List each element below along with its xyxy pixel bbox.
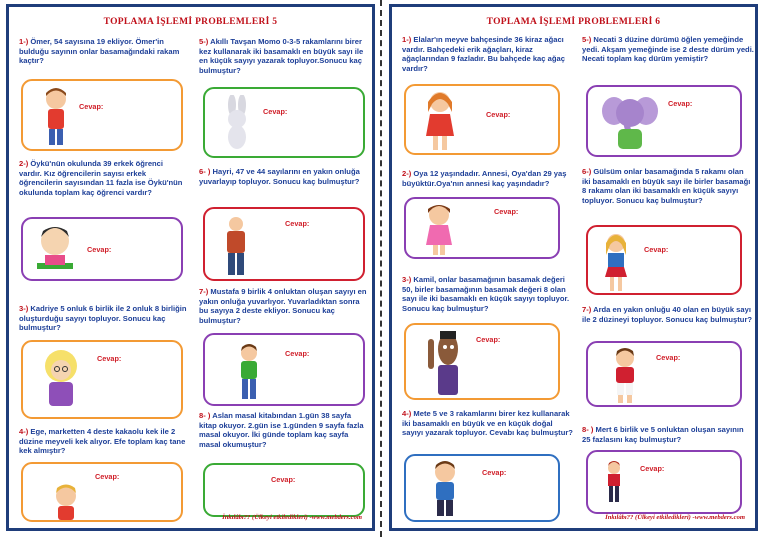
girl-figure-icon xyxy=(422,90,458,152)
answer-box-7[interactable] xyxy=(203,333,365,406)
boy-figure-icon xyxy=(610,347,640,405)
answer-box-1[interactable] xyxy=(21,79,183,151)
answer-label: Cevap: xyxy=(263,107,288,116)
question-3: 3-) Kadriye 5 onluk 6 birlik ile 2 onluk 8 birliğin oluşturduğu sayıyı topluyor. Sonucu kaç bulmuştur? xyxy=(19,304,187,333)
worksheet-5 xyxy=(6,4,375,531)
answer-label: Cevap: xyxy=(87,245,112,254)
girl-figure-icon xyxy=(422,203,456,257)
question-1: 1-) Elalar'ın meyve bahçesinde 36 kiraz ağacı vardır. Bahçedeki erik ağaçları, kiraz ağaçlarından 9 fazladır. Bu bahçede kaç ağaç vardır? xyxy=(402,35,565,73)
question-6: 6-) Gülsüm onlar basamağında 5 rakamı olan iki basamaklı en büyük sayı ile birler basamağı 8 rakamı olan iki basamaklı en küçük sayıyı topluyor. Sonucu kaç bulmuştur? xyxy=(582,167,751,205)
answer-label: Cevap: xyxy=(97,354,122,363)
girl-figure-icon xyxy=(600,231,632,293)
answer-box-2[interactable] xyxy=(404,197,560,259)
question-7: 7-) Arda en yakın onluğu 40 olan en büyük sayı ile 2 düzineyi topluyor. Sonucu kaç bulmuştur? xyxy=(582,305,753,324)
boy-figure-icon xyxy=(428,460,462,520)
footer-credit: İnkılâbı?? (Ülkeyi etkiledikleri) -www.mebders.com xyxy=(222,514,362,521)
question-2: 2-) Oya 12 yaşındadır. Annesi, Oya'dan 29 yaş büyüktür.Oya'nın annesi kaç yaşındadır? xyxy=(402,169,567,188)
answer-label: Cevap: xyxy=(486,110,511,119)
page-divider xyxy=(380,0,382,537)
question-8: 8- ) Mert 6 birlik ve 5 onluktan oluşan sayının 25 fazlasını kaç bulmuştur? xyxy=(582,425,744,444)
question-5: 5-) Akıllı Tavşan Momo 0-3-5 rakamlarını birer kez kullanarak iki basamaklı en büyük sayı ile en küçük sayıyı yazarak topluyor.Sonucu kaç bulmuştur? xyxy=(199,37,364,75)
footer-credit: İnkılâbı?? (Ülkeyi etkiledikleri) -www.mebders.com xyxy=(605,514,745,521)
answer-box-3[interactable] xyxy=(21,340,183,419)
question-4: 4-) Mete 5 ve 3 rakamlarını birer kez kullanarak iki basamaklı en büyük ve en küçük doğal sayıyı yazarak topluyor. Cevabı kaç bulmuştur? xyxy=(402,409,573,438)
answer-box-1[interactable] xyxy=(404,84,560,155)
answer-label: Cevap: xyxy=(271,475,296,484)
boy-figure-icon xyxy=(604,460,624,506)
answer-box-6[interactable] xyxy=(586,225,742,295)
elephant-figure-icon xyxy=(600,91,660,153)
answer-label: Cevap: xyxy=(95,472,120,481)
answer-box-4[interactable] xyxy=(404,454,560,522)
worksheet-6 xyxy=(389,4,758,531)
answer-label: Cevap: xyxy=(285,219,310,228)
boy-figure-icon xyxy=(235,343,263,403)
answer-box-5[interactable] xyxy=(586,85,742,157)
question-5: 5-) Necati 3 düzine dürümü öğlen yemeğinde yedi. Akşam yemeğinde ise 2 deste dürüm yedi. Necati toplam kaç dürüm yemiştir? xyxy=(582,35,754,64)
answer-box-7[interactable] xyxy=(586,341,742,407)
question-7: 7-) Mustafa 9 birlik 4 onluktan oluşan sayıyı en yakın onluğa yuvarlıyor. Yuvarladıktan sonra bu sayıya 2 deste ekliyor. Sonucu kaç bulmuştur? xyxy=(199,287,367,325)
question-3: 3-) Kamil, onlar basamağının basamak değeri 50, birler basamağının basamak değeri 8 olan sayı ile iki basamaklı en küçük sayıyı topluyor. Sonucu kaç bulmuştur? xyxy=(402,275,570,313)
man-figure-icon xyxy=(221,215,251,279)
answer-box-4[interactable] xyxy=(21,462,183,522)
answer-box-5[interactable] xyxy=(203,87,365,158)
answer-box-2[interactable] xyxy=(21,217,183,281)
question-6: 6- ) Hayri, 47 ve 44 sayılarını en yakın onluğa yuvarlayıp topluyor. Sonucu kaç bulmuştur? xyxy=(199,167,360,186)
answer-label: Cevap: xyxy=(494,207,519,216)
answer-label: Cevap: xyxy=(79,102,104,111)
girl-figure-icon xyxy=(33,223,77,279)
answer-label: Cevap: xyxy=(482,468,507,477)
answer-box-8[interactable] xyxy=(203,463,365,517)
worksheet-title: TOPLAMA İŞLEMİ PROBLEMLERİ 6 xyxy=(486,17,661,27)
answer-label: Cevap: xyxy=(640,464,665,473)
answer-label: Cevap: xyxy=(656,353,681,362)
man-figure-icon xyxy=(426,329,466,397)
answer-box-8[interactable] xyxy=(586,450,742,514)
answer-label: Cevap: xyxy=(476,335,501,344)
boy-figure-icon xyxy=(39,87,73,149)
answer-box-3[interactable] xyxy=(404,323,560,400)
old-woman-figure-icon xyxy=(37,346,85,414)
question-1: 1-) Ömer, 54 sayısına 19 ekliyor. Ömer'in bulduğu sayının onlar basamağındaki rakam kaçtır? xyxy=(19,37,180,66)
answer-label: Cevap: xyxy=(668,99,693,108)
answer-label: Cevap: xyxy=(644,245,669,254)
worksheet-title: TOPLAMA İŞLEMİ PROBLEMLERİ 5 xyxy=(103,17,278,27)
answer-label: Cevap: xyxy=(285,349,310,358)
question-2: 2-) Öykü'nün okulunda 39 erkek öğrenci vardır. Kız öğrencilerin sayısı erkek öğrencilerin sayısından 11 fazla ise Öykü'nün okulunda toplam kaç öğrenci vardır? xyxy=(19,159,183,197)
rabbit-figure-icon xyxy=(219,95,255,151)
question-8: 8- ) Aslan masal kitabından 1.gün 38 sayfa kitap okuyor. 2.gün ise 1.günden 9 sayfa fazla masal okuyor. İki günde toplam kaç sayfa masal okumuştur? xyxy=(199,411,364,449)
question-4: 4-) Ege, marketten 4 deste kakaolu kek ile 2 düzine meyveli kek alıyor. Efe toplam kaç tane kek almıştır? xyxy=(19,427,186,456)
answer-box-6[interactable] xyxy=(203,207,365,281)
